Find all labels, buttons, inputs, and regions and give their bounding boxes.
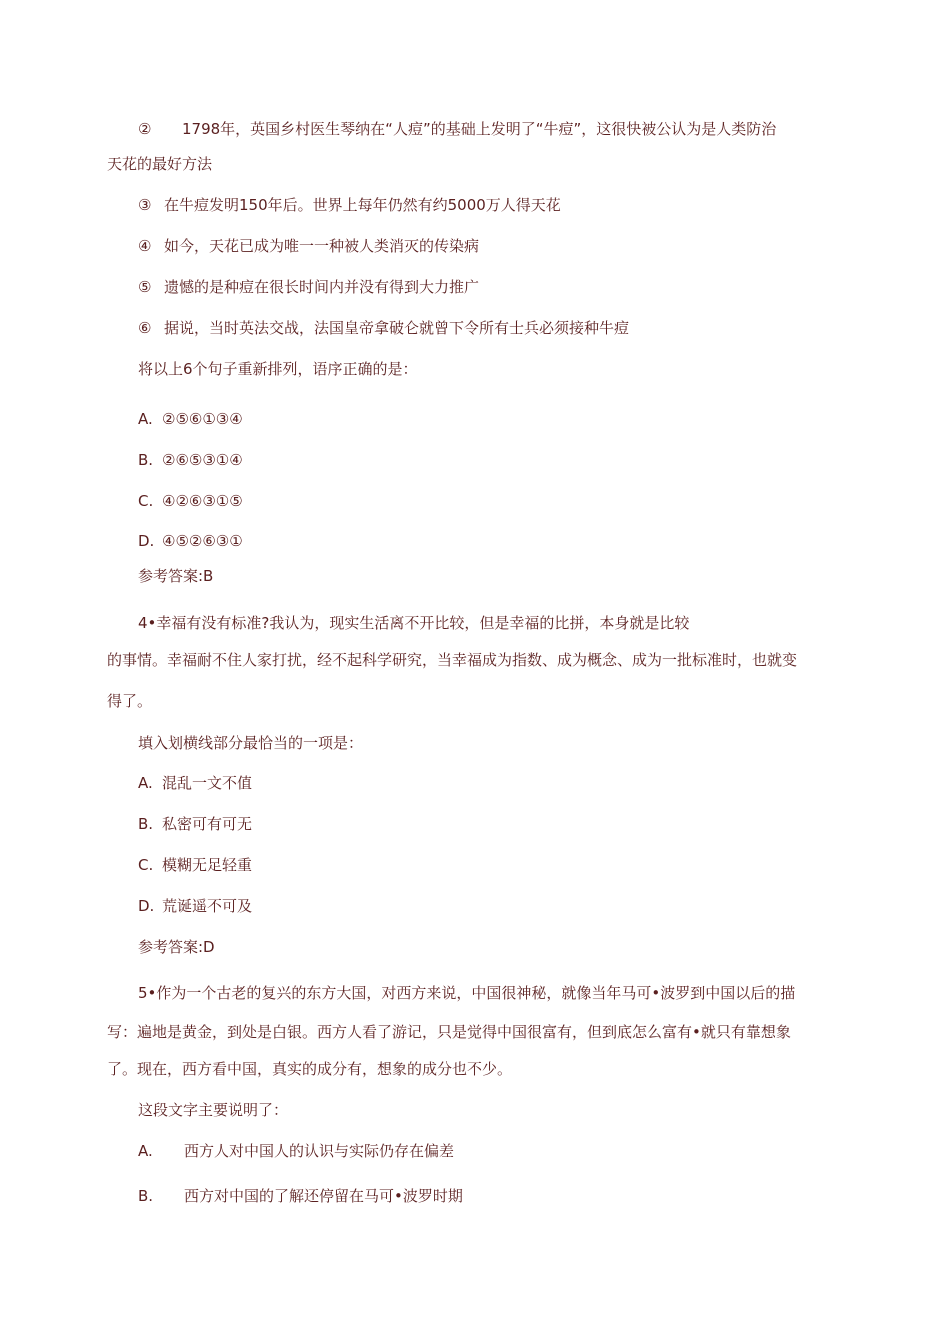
q3-option-d xyxy=(138,531,243,551)
q4-stem-line-2: 的事情。幸福耐不住人家打扰，经不起科学研究，当幸福成为指数、成为概念、成为一批标准时，也就变 xyxy=(107,651,798,669)
q3-option-b xyxy=(138,450,243,470)
q5-stem-line-2: 写：遍地是黄金，到处是白银。西方人看了游记，只是觉得中国很富有，但到底怎么富有•就只有靠想象 xyxy=(107,1023,791,1041)
sentence-3 xyxy=(138,195,561,215)
q3-option-c xyxy=(138,491,243,511)
sentence-2-line-2: 天花的最好方法 xyxy=(107,155,213,173)
q4-option-a xyxy=(138,773,252,793)
option-text: ④②⑥③①⑤ xyxy=(162,492,243,510)
option-text: 私密可有可无 xyxy=(162,815,253,833)
option-text: 西方人对中国人的认识与实际仍存在偏差 xyxy=(184,1142,455,1160)
sentence-4 xyxy=(138,236,479,256)
option-text: ②⑤⑥①③④ xyxy=(162,410,243,428)
sentence-5-text: 遗憾的是种痘在很长时间内并没有得到大力推广 xyxy=(164,278,480,296)
sentence-4-number: ④ xyxy=(138,237,152,255)
q4-option-d xyxy=(138,896,252,916)
q4-option-c xyxy=(138,855,252,875)
sentence-5 xyxy=(138,277,479,297)
sentence-6-number: ⑥ xyxy=(138,319,152,337)
sentence-2-text: 1798年，英国乡村医生琴纳在“人痘”的基础上发明了“牛痘”，这很快被公认为是人类防治 xyxy=(182,120,777,138)
option-text: 荒诞遥不可及 xyxy=(162,897,253,915)
sentence-2-line-1 xyxy=(138,119,776,139)
q5-option-a xyxy=(138,1141,454,1161)
sentence-2-number: ② xyxy=(138,120,152,138)
option-text: ②⑥⑤③①④ xyxy=(162,451,243,469)
q4-stem-line-3: 得了。 xyxy=(107,692,153,710)
option-label: B. xyxy=(138,815,154,833)
option-label: C. xyxy=(138,856,154,874)
q4-answer: 参考答案:D xyxy=(138,938,215,956)
sentence-6-text: 据说，当时英法交战，法国皇帝拿破仑就曾下令所有士兵必须接种牛痘 xyxy=(164,319,630,337)
q3-prompt: 将以上6个句子重新排列，语序正确的是： xyxy=(138,360,418,378)
q3-answer: 参考答案:B xyxy=(138,567,214,585)
option-text: 模糊无足轻重 xyxy=(162,856,253,874)
option-label: D. xyxy=(138,532,155,550)
sentence-3-text: 在牛痘发明150年后。世界上每年仍然有约5000万人得天花 xyxy=(164,196,561,214)
q5-prompt: 这段文字主要说明了： xyxy=(138,1101,289,1119)
q5-stem-line-1: 5•作为一个古老的复兴的东方大国，对西方来说，中国很神秘，就像当年马可•波罗到中国以后的描 xyxy=(138,984,796,1002)
sentence-6 xyxy=(138,318,629,338)
option-text: ④⑤②⑥③① xyxy=(162,532,243,550)
q5-stem-line-3: 了。现在，西方看中国，真实的成分有，想象的成分也不少。 xyxy=(107,1060,513,1078)
option-label: A. xyxy=(138,774,153,792)
sentence-4-text: 如今，天花已成为唯一一种被人类消灭的传染病 xyxy=(164,237,480,255)
option-text: 混乱一文不值 xyxy=(162,774,253,792)
option-text: 西方对中国的了解还停留在马可•波罗时期 xyxy=(184,1187,463,1205)
option-label: D. xyxy=(138,897,155,915)
sentence-3-number: ③ xyxy=(138,196,152,214)
option-label: B. xyxy=(138,1187,154,1205)
option-label: A. xyxy=(138,410,153,428)
q4-stem-line-1: 4•幸福有没有标准?我认为，现实生活离不开比较，但是幸福的比拼，本身就是比较 xyxy=(138,614,690,632)
sentence-5-number: ⑤ xyxy=(138,278,152,296)
option-label: B. xyxy=(138,451,154,469)
q3-option-a xyxy=(138,409,243,429)
option-label: A. xyxy=(138,1142,153,1160)
q4-prompt: 填入划横线部分最恰当的一项是： xyxy=(138,734,364,752)
option-label: C. xyxy=(138,492,154,510)
q4-option-b xyxy=(138,814,252,834)
q5-option-b xyxy=(138,1186,463,1206)
